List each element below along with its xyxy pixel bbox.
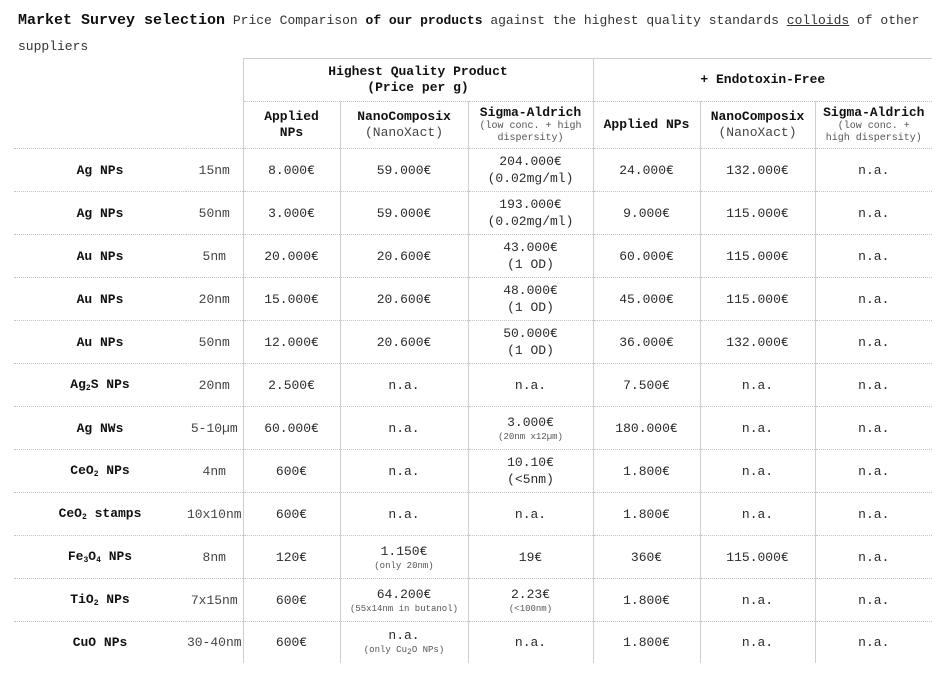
price-applied-endo: 24.000€ xyxy=(593,149,700,192)
price-note xyxy=(341,644,468,659)
group-header-line: (Price per g) xyxy=(367,80,469,95)
price-applied-endo: 360€ xyxy=(593,536,700,579)
table-row xyxy=(14,364,932,407)
name-subscript: 2 xyxy=(93,470,99,479)
price-sigma xyxy=(468,149,593,192)
price-nanocomposix: 20.600€ xyxy=(340,235,468,278)
col-header-line: Applied xyxy=(264,109,319,124)
price-applied-endo: 60.000€ xyxy=(593,235,700,278)
price-applied: 600€ xyxy=(243,579,340,622)
name-part: S NPs xyxy=(90,377,130,392)
product-size: 5nm xyxy=(186,235,243,278)
product-size: 20nm xyxy=(186,278,243,321)
name-subscript: 2 xyxy=(85,384,91,393)
name-subscript: 2 xyxy=(81,513,87,522)
price-sigma-endo: n.a. xyxy=(815,622,932,664)
col-header-line: Sigma-Aldrich xyxy=(823,105,925,120)
price-nanocomposix xyxy=(340,579,468,622)
price-applied-endo: 1.800€ xyxy=(593,450,700,493)
price-sigma: n.a. xyxy=(468,364,593,407)
price-nanocomposix-endo: n.a. xyxy=(700,407,815,450)
price-sigma xyxy=(468,579,593,622)
product-size: 50nm xyxy=(186,192,243,235)
col-header-sigma-aldrich xyxy=(468,102,593,149)
note-part: O NPs) xyxy=(411,644,445,655)
col-header-line: NanoComposix xyxy=(710,109,805,124)
price-value: 50.000€ xyxy=(503,326,558,341)
name-subscript: 4 xyxy=(96,556,101,565)
col-header-applied-nps xyxy=(243,102,340,149)
price-nanocomposix xyxy=(340,622,468,664)
product-size: 20nm xyxy=(186,364,243,407)
product-size: 50nm xyxy=(186,321,243,364)
column-header-row xyxy=(14,102,932,149)
intro-text xyxy=(18,8,923,60)
price-nanocomposix: n.a. xyxy=(340,493,468,536)
product-name: CuO NPs xyxy=(14,622,186,664)
price-nanocomposix-endo: n.a. xyxy=(700,579,815,622)
table-row xyxy=(14,493,932,536)
product-name xyxy=(14,364,186,407)
price-sigma-endo: n.a. xyxy=(815,450,932,493)
price-applied: 2.500€ xyxy=(243,364,340,407)
price-sigma-endo: n.a. xyxy=(815,278,932,321)
price-value: 64.200€ xyxy=(376,586,432,602)
table-row xyxy=(14,321,932,364)
name-part: NPs xyxy=(100,549,133,564)
price-nanocomposix-endo: n.a. xyxy=(700,364,815,407)
table-row xyxy=(14,622,932,664)
price-sigma-endo: n.a. xyxy=(815,364,932,407)
name-part: Ag xyxy=(70,377,86,392)
product-name xyxy=(14,579,186,622)
price-nanocomposix xyxy=(340,536,468,579)
price-nanocomposix-endo: 115.000€ xyxy=(700,235,815,278)
product-name: Ag NPs xyxy=(14,192,186,235)
group-header-highest-quality xyxy=(243,59,593,102)
price-note: (<5nm) xyxy=(507,472,554,487)
price-sigma xyxy=(468,321,593,364)
price-nanocomposix: n.a. xyxy=(340,364,468,407)
price-value: 48.000€ xyxy=(503,283,558,298)
blank-cell xyxy=(186,102,243,149)
price-note: (55x14nm in butanol) xyxy=(349,603,459,614)
product-size: 10x10nm xyxy=(186,493,243,536)
col-header-note: (low conc. + high dispersity) xyxy=(479,121,582,144)
price-nanocomposix-endo: n.a. xyxy=(700,622,815,664)
price-applied: 8.000€ xyxy=(243,149,340,192)
col-header-applied-nps-endo: Applied NPs xyxy=(593,102,700,149)
col-header-line: NPs xyxy=(279,125,304,140)
price-value: 43.000€ xyxy=(503,240,558,255)
price-nanocomposix-endo: n.a. xyxy=(700,450,815,493)
name-part: Fe xyxy=(67,549,84,564)
col-header-note: (NanoXact) xyxy=(364,125,443,140)
price-note: (only 20nm) xyxy=(374,560,434,571)
price-sigma-endo: n.a. xyxy=(815,235,932,278)
product-size: 15nm xyxy=(186,149,243,192)
price-sigma-endo: n.a. xyxy=(815,149,932,192)
group-header-row xyxy=(14,59,932,102)
price-nanocomposix: 59.000€ xyxy=(340,192,468,235)
price-applied: 600€ xyxy=(243,622,340,664)
product-name xyxy=(14,536,186,579)
price-sigma xyxy=(468,278,593,321)
note-subscript: 2 xyxy=(407,647,412,657)
price-nanocomposix: 20.600€ xyxy=(340,321,468,364)
price-nanocomposix-endo: 115.000€ xyxy=(700,536,815,579)
price-sigma-endo: n.a. xyxy=(815,407,932,450)
col-header-note: high dispersity) xyxy=(825,133,922,144)
note-part: (only Cu xyxy=(363,644,407,655)
product-name xyxy=(14,493,186,536)
table-row xyxy=(14,407,932,450)
price-sigma: n.a. xyxy=(468,622,593,664)
price-sigma: 19€ xyxy=(468,536,593,579)
product-size: 7x15nm xyxy=(186,579,243,622)
intro-part: Price Comparison xyxy=(225,13,366,28)
price-note: (1 OD) xyxy=(507,257,554,272)
table-row xyxy=(14,579,932,622)
name-part: TiO xyxy=(70,592,94,607)
price-nanocomposix: n.a. xyxy=(340,450,468,493)
table-row xyxy=(14,192,932,235)
price-sigma xyxy=(468,450,593,493)
price-note: (0.02mg/ml) xyxy=(487,171,574,186)
price-sigma xyxy=(468,407,593,450)
product-name: Ag NPs xyxy=(14,149,186,192)
price-sigma xyxy=(468,235,593,278)
price-sigma: n.a. xyxy=(468,493,593,536)
group-header-endotoxin-free: + Endotoxin-Free xyxy=(593,59,932,102)
price-applied-endo: 45.000€ xyxy=(593,278,700,321)
price-nanocomposix-endo: 132.000€ xyxy=(700,321,815,364)
blank-cell xyxy=(14,59,186,102)
price-sigma xyxy=(468,192,593,235)
price-value: 1.150€ xyxy=(380,543,428,559)
price-applied: 120€ xyxy=(243,536,340,579)
price-nanocomposix-endo: n.a. xyxy=(700,493,815,536)
col-header-line: NanoComposix xyxy=(357,109,451,124)
product-name: Au NPs xyxy=(14,321,186,364)
name-part: O xyxy=(88,549,97,564)
intro-part: of other suppliers xyxy=(18,13,920,54)
price-applied-endo: 36.000€ xyxy=(593,321,700,364)
table-row xyxy=(14,149,932,192)
table-row xyxy=(14,235,932,278)
col-header-nanocomposix-endo xyxy=(700,102,815,149)
intro-emphasis: of our products xyxy=(365,13,483,28)
product-name: Ag NWs xyxy=(14,407,186,450)
intro-part: against the highest quality standards xyxy=(482,13,787,28)
price-value: 10.10€ xyxy=(507,455,554,470)
price-note: (<100nm) xyxy=(508,603,553,614)
intro-underlined: colloids xyxy=(786,13,850,28)
price-value: 3.000€ xyxy=(507,414,554,430)
price-comparison-table xyxy=(14,58,932,663)
price-applied-endo: 9.000€ xyxy=(593,192,700,235)
price-nanocomposix: n.a. xyxy=(340,407,468,450)
name-part: NPs xyxy=(98,592,130,607)
price-nanocomposix-endo: 115.000€ xyxy=(700,278,815,321)
name-subscript: 3 xyxy=(83,556,89,565)
price-applied-endo: 1.800€ xyxy=(593,622,700,664)
price-value: 204.000€ xyxy=(499,154,562,169)
name-part: CeO xyxy=(58,506,82,521)
price-applied-endo: 1.800€ xyxy=(593,493,700,536)
product-name: Au NPs xyxy=(14,278,186,321)
product-size: 8nm xyxy=(186,536,243,579)
price-applied: 20.000€ xyxy=(243,235,340,278)
name-part: CeO xyxy=(70,463,94,478)
product-size: 30-40nm xyxy=(186,622,243,664)
price-nanocomposix-endo: 132.000€ xyxy=(700,149,815,192)
price-sigma-endo: n.a. xyxy=(815,321,932,364)
price-applied-endo: 7.500€ xyxy=(593,364,700,407)
table-row xyxy=(14,450,932,493)
table-row xyxy=(14,278,932,321)
product-size: 5-10µm xyxy=(186,407,243,450)
price-sigma-endo: n.a. xyxy=(815,536,932,579)
price-applied: 12.000€ xyxy=(243,321,340,364)
price-note: (0.02mg/ml) xyxy=(487,214,574,229)
price-note: (1 OD) xyxy=(507,343,554,358)
blank-cell xyxy=(14,102,186,149)
price-applied: 60.000€ xyxy=(243,407,340,450)
col-header-line: Sigma-Aldrich xyxy=(479,105,582,120)
price-note: (20nm x12µm) xyxy=(498,431,563,442)
product-name: Au NPs xyxy=(14,235,186,278)
price-applied: 600€ xyxy=(243,450,340,493)
col-header-sigma-aldrich-endo xyxy=(815,102,932,149)
name-part: NPs xyxy=(98,463,130,478)
page-title: Market Survey selection xyxy=(18,12,226,29)
price-nanocomposix-endo: 115.000€ xyxy=(700,192,815,235)
price-applied: 3.000€ xyxy=(243,192,340,235)
price-applied-endo: 180.000€ xyxy=(593,407,700,450)
col-header-note: (low conc. + xyxy=(837,121,910,132)
price-note: (1 OD) xyxy=(507,300,554,315)
price-applied-endo: 1.800€ xyxy=(593,579,700,622)
price-applied: 15.000€ xyxy=(243,278,340,321)
price-nanocomposix: 20.600€ xyxy=(340,278,468,321)
col-header-nanocomposix xyxy=(340,102,468,149)
price-value: n.a. xyxy=(388,627,420,643)
price-sigma-endo: n.a. xyxy=(815,493,932,536)
name-part: stamps xyxy=(86,506,142,521)
table-row xyxy=(14,536,932,579)
product-size: 4nm xyxy=(186,450,243,493)
group-header-line: Highest Quality Product xyxy=(328,64,508,79)
name-subscript: 2 xyxy=(93,599,99,608)
price-applied: 600€ xyxy=(243,493,340,536)
price-nanocomposix: 59.000€ xyxy=(340,149,468,192)
price-value: 193.000€ xyxy=(499,197,562,212)
col-header-note: (NanoXact) xyxy=(718,125,797,140)
blank-cell xyxy=(186,59,243,102)
product-name xyxy=(14,450,186,493)
price-sigma-endo: n.a. xyxy=(815,579,932,622)
price-sigma-endo: n.a. xyxy=(815,192,932,235)
price-value: 2.23€ xyxy=(511,586,551,602)
